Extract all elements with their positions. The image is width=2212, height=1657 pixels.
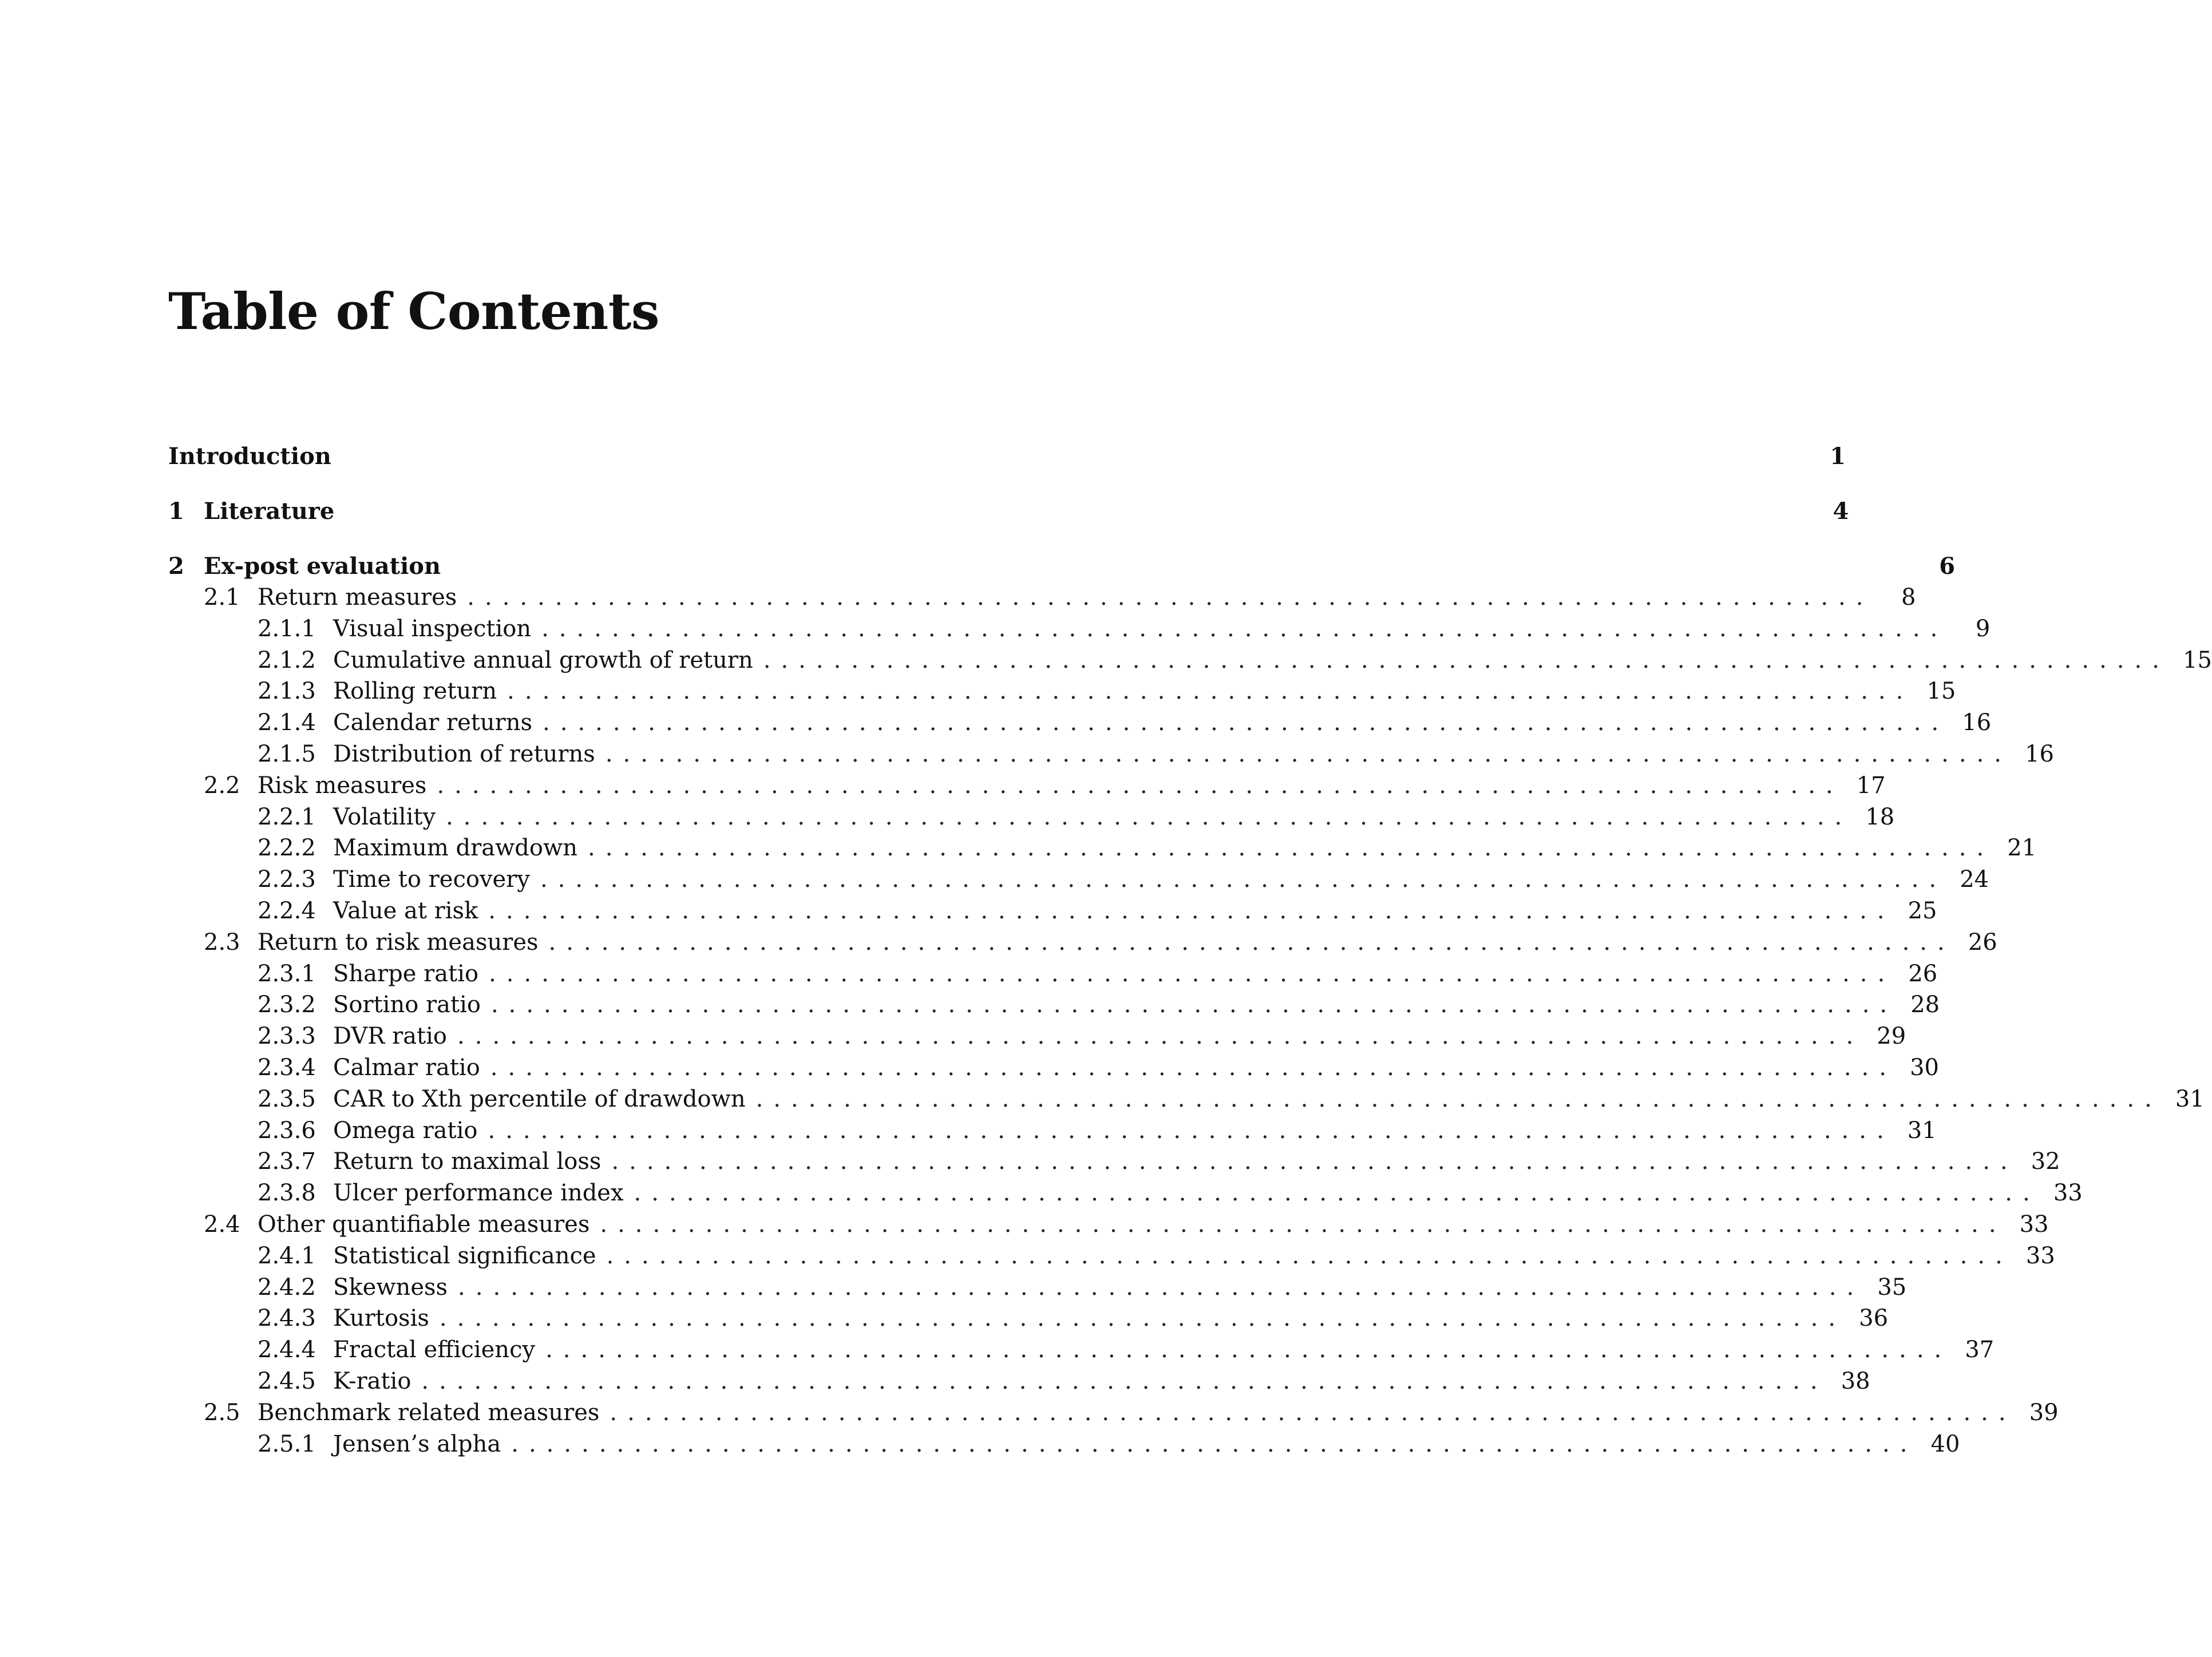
toc-subsection-entry[interactable] [168, 1145, 2060, 1178]
dot-leader: ................................................................................ [488, 898, 1895, 924]
dot-leader: ................................................................................ [588, 835, 1995, 862]
toc-subsection-entry[interactable] [168, 707, 1992, 739]
dot-leader: ................................................................................ [540, 866, 1947, 893]
toc-chapter-entry[interactable] [168, 441, 1846, 473]
dot-leader: ................................................................................ [489, 960, 1896, 987]
toc-page-number: 6 [1939, 553, 1956, 580]
toc-entry-title: Introduction [168, 443, 331, 470]
toc-entry-title: Value at risk [333, 898, 478, 924]
toc-entry-title: Kurtosis [333, 1305, 429, 1332]
dot-leader: ................................................................................ [606, 1242, 2013, 1269]
toc-entry-title: Skewness [333, 1274, 448, 1301]
toc-entry-title: Jensen’s alpha [333, 1430, 501, 1457]
dot-leader: ................................................................................ [490, 1055, 1897, 1081]
toc-entry-title: Calendar returns [333, 709, 533, 736]
toc-entry-title: Ex-post evaluation [204, 553, 441, 580]
toc-page-number: 33 [2053, 1180, 2083, 1207]
toc-page-number: 17 [1856, 772, 1886, 799]
toc-subsection-entry[interactable] [168, 675, 1956, 707]
toc-entry-title: Rolling return [333, 678, 497, 705]
toc-page-number: 40 [1930, 1430, 1960, 1457]
dot-leader: ................................................................................ [488, 1117, 1894, 1144]
toc-entry-number: 2.4.5 [258, 1368, 316, 1394]
toc-subsection-entry[interactable] [168, 989, 1940, 1021]
page-title: Table of Contents [168, 282, 659, 341]
toc-page-number: 18 [1865, 803, 1895, 830]
toc-page-number: 15 [2183, 647, 2212, 673]
toc-entry-title: DVR ratio [333, 1023, 448, 1050]
dot-leader: ................................................................................ [634, 1180, 2040, 1207]
toc-entry-number: 2.3 [204, 929, 240, 956]
toc-entry-number: 2.1.5 [258, 741, 316, 767]
toc-entry-title: Omega ratio [333, 1117, 478, 1144]
toc-section-entry[interactable] [168, 1397, 2059, 1429]
toc-entry-title: Maximum drawdown [333, 835, 577, 862]
toc-page-number: 33 [2025, 1242, 2055, 1269]
toc-page-number: 37 [1965, 1337, 1995, 1363]
toc-subsection-entry[interactable] [168, 738, 2054, 770]
toc-entry-title: Risk measures [258, 772, 427, 799]
dot-leader: ................................................................................ [458, 1274, 1865, 1301]
toc-entry-title: Calmar ratio [333, 1055, 480, 1081]
dot-leader: ................................................................................ [439, 1305, 1846, 1332]
toc-subsection-entry[interactable] [168, 1365, 1870, 1397]
toc-entry-title: Return to maximal loss [333, 1148, 602, 1175]
toc-entry-number: 1 [168, 498, 184, 525]
toc-entry-title: Other quantifiable measures [258, 1211, 590, 1238]
toc-page-number: 30 [1910, 1055, 1939, 1081]
toc-page-number: 31 [1907, 1117, 1937, 1144]
toc-entry-number: 2.3.2 [258, 992, 316, 1018]
toc-subsection-entry[interactable] [168, 1020, 1906, 1052]
toc-entry-number: 2.1 [204, 584, 240, 611]
toc-page-number: 32 [2031, 1148, 2060, 1175]
dot-leader: ................................................................................ [610, 1399, 2016, 1426]
dot-leader: ................................................................................ [511, 1430, 1918, 1457]
toc-entry-title: Volatility [333, 803, 436, 830]
toc-entry-title: Literature [204, 498, 335, 525]
toc-entry-title: Fractal efficiency [333, 1337, 536, 1363]
toc-entry-number: 2.4.4 [258, 1337, 316, 1363]
toc-entry-number: 2.1.1 [258, 615, 316, 642]
toc-subsection-entry[interactable] [168, 958, 1938, 990]
toc-page-number: 26 [1968, 929, 1997, 956]
toc-entry-number: 2.3.3 [258, 1023, 316, 1050]
toc-subsection-entry[interactable] [168, 895, 1937, 927]
toc-entry-number: 2.3.7 [258, 1148, 316, 1175]
toc-page-number: 16 [2025, 741, 2054, 767]
toc-subsection-entry[interactable] [168, 1052, 1939, 1084]
toc-entry-title: Ulcer performance index [333, 1180, 624, 1207]
toc-page-number: 24 [1960, 866, 1989, 893]
toc-subsection-entry[interactable] [168, 1115, 1937, 1147]
toc-entry-number: 2.1.2 [258, 647, 316, 673]
toc-entry-number: 2.1.4 [258, 709, 316, 736]
toc-entry-number: 2.4 [204, 1211, 240, 1238]
toc-page-number: 36 [1859, 1305, 1889, 1332]
toc-entry-title: Time to recovery [333, 866, 530, 893]
toc-entry-number: 2.2.4 [258, 898, 316, 924]
toc-entry-number: 2.3.1 [258, 960, 316, 987]
dot-leader: ................................................................................ [611, 1148, 2018, 1175]
toc-page-number: 21 [2007, 835, 2037, 862]
dot-leader: ................................................................................ [490, 992, 1898, 1018]
toc-page-number: 39 [2029, 1399, 2059, 1426]
dot-leader: ................................................................................ [541, 615, 1948, 642]
toc-entry-title: Return to risk measures [258, 929, 539, 956]
dot-leader: ................................................................................ [543, 709, 1949, 736]
toc-entry-title: Sortino ratio [333, 992, 481, 1018]
dot-leader: ................................................................................ [446, 803, 1853, 830]
toc-page-number: 1 [1830, 443, 1846, 470]
toc-page-number: 33 [2019, 1211, 2049, 1238]
toc-entry-number: 2.4.3 [258, 1305, 316, 1332]
toc-subsection-entry[interactable] [168, 1083, 2205, 1115]
toc-entry-number: 2.1.3 [258, 678, 316, 705]
toc-entry-title: Return measures [258, 584, 457, 611]
toc-subsection-entry[interactable] [168, 1428, 1960, 1460]
toc-page-number: 28 [1910, 992, 1940, 1018]
toc-section-entry[interactable] [168, 1208, 2049, 1240]
toc-subsection-entry[interactable] [168, 1334, 1995, 1366]
dot-leader: ................................................................................ [548, 929, 1955, 956]
toc-section-entry[interactable] [168, 770, 1886, 802]
toc-subsection-entry[interactable] [168, 1177, 2083, 1209]
dot-leader: ................................................................................ [437, 772, 1843, 799]
toc-entry-title: K-ratio [333, 1368, 411, 1394]
toc-chapter-entry[interactable] [168, 495, 1849, 528]
toc-entry-number: 2.4.2 [258, 1274, 316, 1301]
dot-leader: ................................................................................ [755, 1085, 2162, 1112]
dot-leader: ................................................................................ [467, 584, 1874, 611]
toc-entry-title: Cumulative annual growth of return [333, 647, 753, 673]
toc-entry-number: 2.3.5 [258, 1085, 316, 1112]
dot-leader: ................................................................................ [763, 647, 2170, 673]
toc-entry-number: 2.2 [204, 772, 240, 799]
toc-entry-title: Distribution of returns [333, 741, 595, 767]
toc-entry-number: 2 [168, 553, 184, 580]
toc-page-number: 38 [1841, 1368, 1870, 1394]
toc-subsection-entry[interactable] [168, 863, 1989, 895]
dot-leader: ................................................................................ [507, 678, 1914, 705]
toc-entry-number: 2.3.8 [258, 1180, 316, 1207]
toc-subsection-entry[interactable] [168, 613, 1991, 645]
toc-entry-number: 2.2.3 [258, 866, 316, 893]
dot-leader: ................................................................................ [545, 1337, 1952, 1363]
toc-entry-title: CAR to Xth percentile of drawdown [333, 1085, 746, 1112]
toc-page-number: 15 [1926, 678, 1956, 705]
toc-subsection-entry[interactable] [168, 832, 2037, 864]
toc-chapter-entry[interactable] [168, 550, 1956, 582]
dot-leader: ................................................................................ [605, 741, 2012, 767]
dot-leader: ................................................................................ [600, 1211, 2007, 1238]
toc-page-number: 31 [2175, 1085, 2205, 1112]
toc-page-number: 16 [1962, 709, 1992, 736]
toc-section-entry[interactable] [168, 926, 1997, 958]
toc-entry-number: 2.5 [204, 1399, 240, 1426]
dot-leader: ................................................................................ [457, 1023, 1864, 1050]
toc-entry-number: 2.5.1 [258, 1430, 316, 1457]
toc-entry-title: Statistical significance [333, 1242, 596, 1269]
toc-subsection-entry[interactable] [168, 644, 2212, 676]
toc-entry-number: 2.3.4 [258, 1055, 316, 1081]
toc-entry-number: 2.4.1 [258, 1242, 316, 1269]
toc-subsection-entry[interactable] [168, 1240, 2055, 1272]
toc-page-number: 8 [1901, 584, 1916, 611]
toc-subsection-entry[interactable] [168, 1302, 1889, 1334]
dot-leader: ................................................................................ [421, 1368, 1828, 1394]
toc-entry-title: Sharpe ratio [333, 960, 479, 987]
toc-page-number: 9 [1975, 615, 1991, 642]
toc-page-number: 25 [1908, 898, 1937, 924]
toc-entry-number: 2.2.1 [258, 803, 316, 830]
toc-subsection-entry[interactable] [168, 801, 1895, 833]
toc-entry-title: Benchmark related measures [258, 1399, 600, 1426]
toc-entry-number: 2.3.6 [258, 1117, 316, 1144]
toc-entry-title: Visual inspection [333, 615, 532, 642]
toc-page-number: 26 [1908, 960, 1938, 987]
toc-page-number: 4 [1833, 498, 1849, 525]
toc-page-number: 29 [1877, 1023, 1906, 1050]
toc-entry-number: 2.2.2 [258, 835, 316, 862]
toc-subsection-entry[interactable] [168, 1271, 1907, 1303]
toc-section-entry[interactable] [168, 581, 1916, 613]
toc-page-number: 35 [1877, 1274, 1907, 1301]
